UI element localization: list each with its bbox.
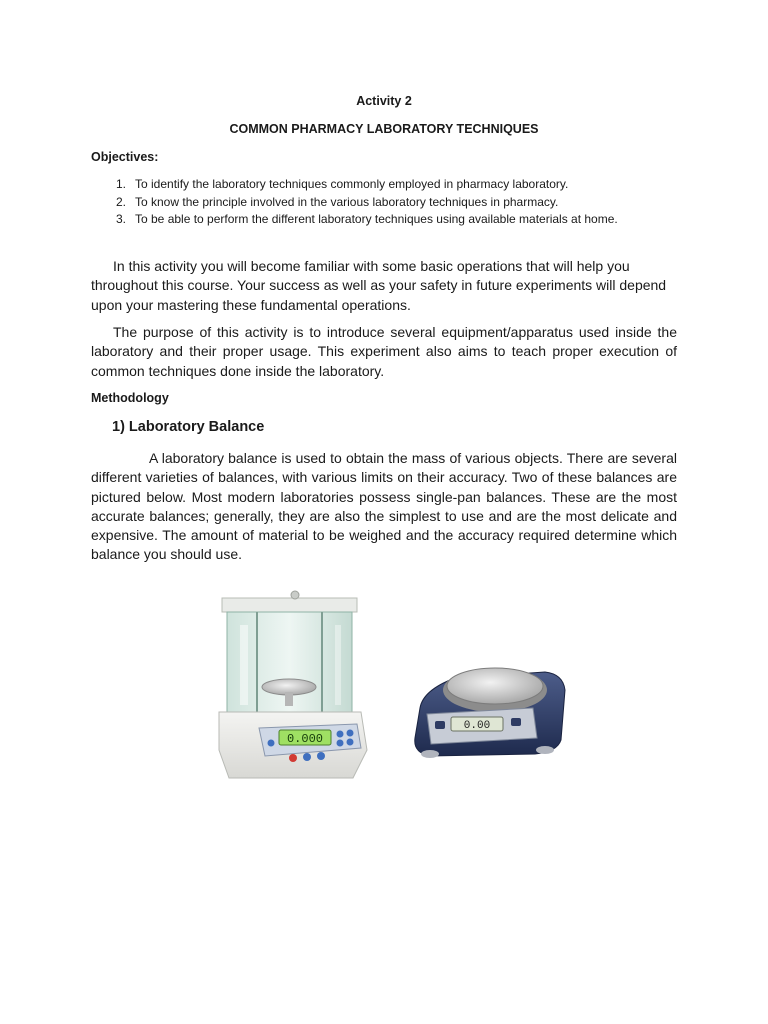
list-number: 1. (115, 177, 126, 191)
portable-balance-image (415, 668, 565, 758)
analytical-balance-display: 0.000 (286, 732, 324, 746)
document-title: COMMON PHARMACY LABORATORY TECHNIQUES (229, 122, 539, 136)
purpose-paragraph: The purpose of this activity is to introduce several equipment/apparatus used inside the laboratory and their proper usage. This experiment also aims to teach proper execution of common techniques done inside the laboratory. (91, 324, 677, 379)
list-number: 2. (115, 194, 126, 209)
objective-text: To be able to perform the different laboratory techniques using available materials at home. (135, 212, 618, 226)
intro-paragraph: In this activity you will become familiar with some basic operations that will help you throughout this course. Your success as well as your safety in future experiments will depend upon your mastering these fundamental operations. (91, 258, 667, 313)
list-item (91, 211, 671, 229)
objective-text: To identify the laboratory techniques commonly employed in pharmacy laboratory. (135, 177, 569, 191)
list-item (91, 194, 671, 212)
activity-label: Activity 2 (356, 94, 412, 108)
balance-paragraph: A laboratory balance is used to obtain the mass of various objects. There are several different varieties of balances, with various limits on their accuracy. Two of these balances are pictured below. Most modern laboratories possess single-pan balances. These are the most accurate balances; generally, they are also the simplest to use and are the most delicate and expensive. The amount of material to be weighed and the accuracy required determine which balance you should use. (91, 450, 677, 563)
methodology-heading: Methodology (91, 391, 169, 405)
objective-text: To know the principle involved in the various laboratory techniques in pharmacy. (135, 194, 559, 209)
balances-figure (215, 580, 585, 790)
objectives-list (91, 176, 671, 229)
list-item (91, 176, 671, 194)
analytical-balance-image (219, 591, 367, 778)
section-heading: 1) Laboratory Balance (112, 419, 265, 435)
list-number: 3. (115, 212, 126, 226)
objectives-heading: Objectives: (91, 150, 159, 164)
portable-balance-display: 0.00 (463, 720, 491, 732)
